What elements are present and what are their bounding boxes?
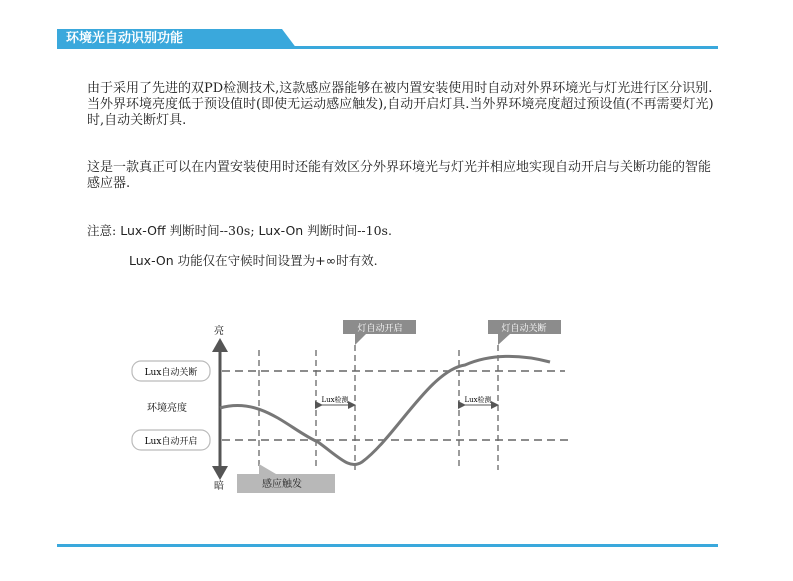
line2-term: Lux-On <box>129 253 174 268</box>
axis-arrow-up <box>212 338 228 352</box>
line2-suffix: 时有效. <box>336 253 378 268</box>
footer-rule <box>57 544 718 547</box>
label-lux-off: Lux自动关断 <box>144 368 198 378</box>
axis-arrow-down <box>212 466 228 480</box>
paragraph-1: 由于采用了先进的双PD检测技术,这款感应器能够在被内置安装使用时自动对外界环境光与灯光进行区分识别.当外界环境亮度低于预设值时(即使无运动感应触发),自动开启灯具.当外界环境亮度超过预设值(不再需要灯光)时,自动关断灯具. <box>87 81 714 128</box>
label-detect-1: Lux检测 <box>321 396 349 404</box>
label-lux-on: Lux自动开启 <box>144 437 198 447</box>
label-ambient: 环境亮度 <box>147 403 187 414</box>
label-light-off: 灯自动关断 <box>501 324 547 334</box>
ambient-curve <box>220 356 550 464</box>
label-light-on: 灯自动开启 <box>357 324 403 334</box>
lux-on-term: Lux-On <box>258 223 304 238</box>
infinity-value: +∞ <box>315 253 337 268</box>
label-bright: 亮 <box>214 326 224 337</box>
lux-off-text: 判断时间--30s; <box>169 223 255 238</box>
lux-off-term: Lux-Off <box>120 223 166 238</box>
label-detect-2: Lux检测 <box>464 396 492 404</box>
lux-on-text: 判断时间--10s. <box>307 223 392 238</box>
label-motion: 感应触发 <box>262 479 302 490</box>
paragraph-2: 这是一款真正可以在内置安装使用时还能有效区分外界环境光与灯光并相应地实现自动开启与关断功能的智能感应器. <box>87 160 712 191</box>
section-title: 环境光自动识别功能 <box>66 31 184 46</box>
note-prefix: 注意: <box>87 223 117 238</box>
line2-text: 功能仅在守候时间设置为 <box>177 253 316 268</box>
label-dark: 暗 <box>214 481 224 492</box>
